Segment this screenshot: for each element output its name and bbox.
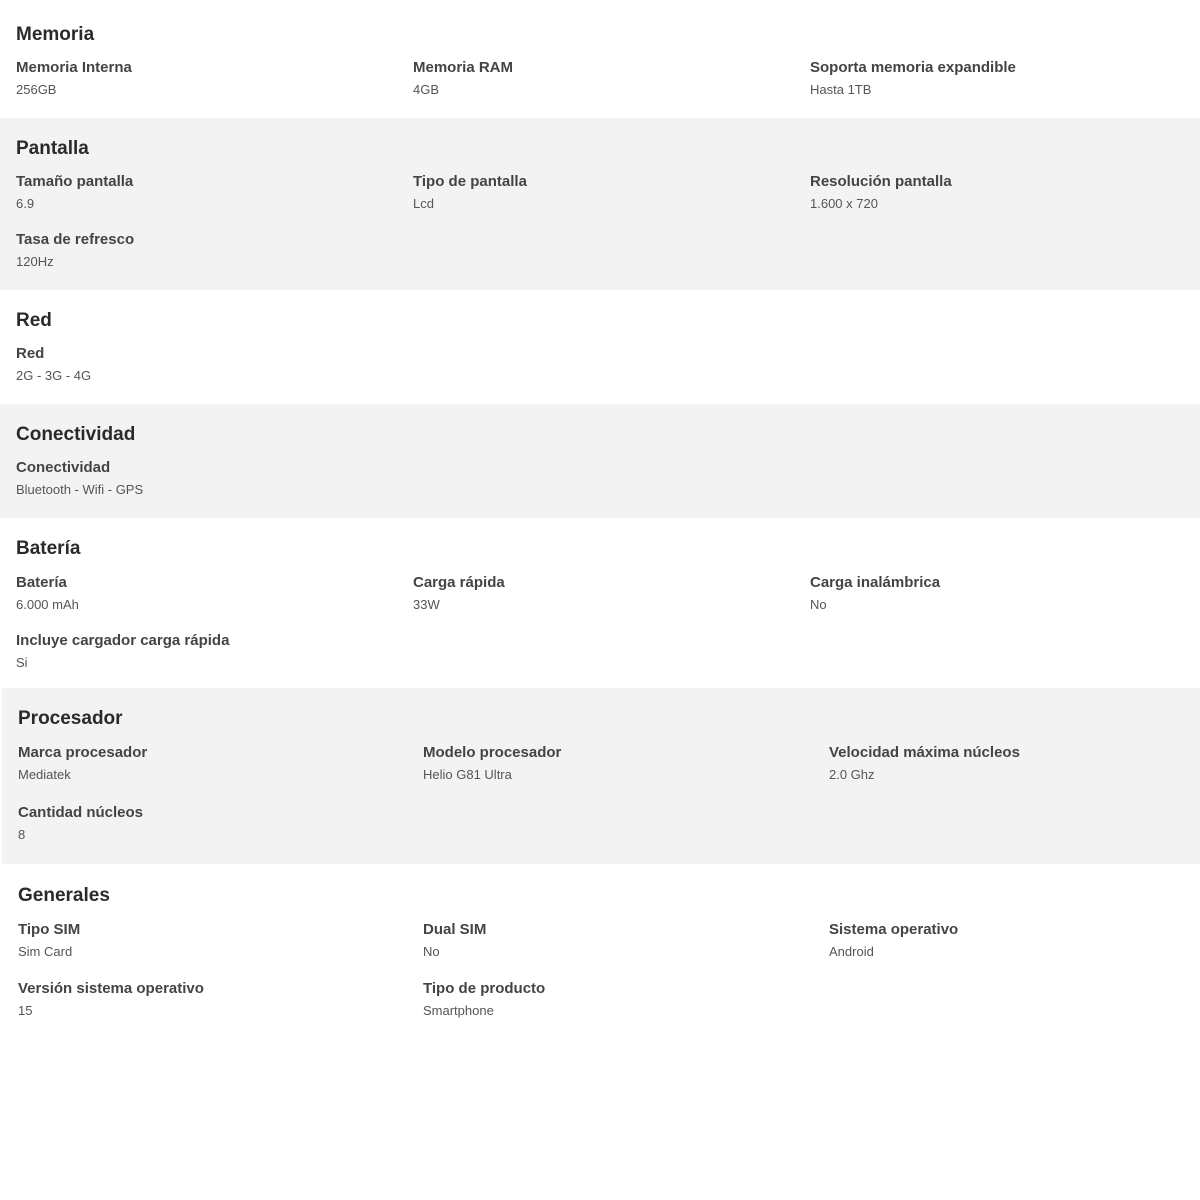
spec-marca-procesador — [18, 744, 147, 782]
spec-tipo-sim — [18, 921, 80, 959]
spec-value: 4GB — [413, 82, 440, 97]
section-title: Red — [16, 310, 52, 331]
spec-label: Sistema operativo — [829, 921, 959, 938]
spec-label: Tamaño pantalla — [16, 173, 134, 190]
spec-value: 6.000 mAh — [16, 597, 79, 612]
spec-label: Tipo SIM — [18, 921, 81, 938]
spec-value: Sim Card — [18, 944, 73, 959]
spec-label: Carga rápida — [413, 574, 505, 591]
section-generales — [2, 864, 1200, 1040]
spec-value: Android — [829, 944, 874, 959]
spec-resolucion-pantalla — [810, 173, 952, 211]
section-title: Batería — [16, 538, 81, 559]
spec-value: 256GB — [16, 82, 57, 97]
spec-label: Tasa de refresco — [16, 231, 135, 248]
spec-value: Helio G81 Ultra — [423, 767, 512, 782]
spec-value: No — [810, 597, 827, 612]
spec-value: 15 — [18, 1003, 33, 1018]
spec-value: 120Hz — [16, 254, 54, 269]
section-pantalla — [0, 118, 1200, 290]
spec-value: 6.9 — [16, 196, 35, 211]
spec-red — [16, 345, 91, 383]
spec-modelo-procesador — [423, 744, 561, 782]
section-title: Procesador — [18, 708, 123, 729]
spec-value: Hasta 1TB — [810, 82, 872, 97]
spec-label: Red — [16, 345, 45, 362]
spec-value: Bluetooth - Wifi - GPS — [16, 482, 144, 497]
spec-label: Modelo procesador — [423, 744, 562, 761]
spec-carga-inalambrica — [810, 574, 940, 612]
spec-memoria-interna — [16, 59, 132, 97]
section-title: Memoria — [16, 24, 95, 45]
spec-value: 2G - 3G - 4G — [16, 368, 92, 383]
spec-value: Si — [16, 655, 28, 670]
spec-label: Memoria Interna — [16, 59, 132, 76]
spec-version-sistema-operativo — [18, 980, 204, 1018]
spec-bateria — [16, 574, 79, 612]
spec-tasa-refresco — [16, 231, 134, 269]
spec-value: No — [423, 944, 440, 959]
spec-value: 33W — [413, 597, 440, 612]
spec-label: Versión sistema operativo — [18, 980, 204, 997]
spec-label: Incluye cargador carga rápida — [16, 632, 230, 649]
spec-label: Soporta memoria expandible — [810, 59, 1016, 76]
spec-label: Marca procesador — [18, 744, 148, 761]
spec-label: Memoria RAM — [413, 59, 514, 76]
section-title: Pantalla — [16, 138, 89, 159]
spec-label: Tipo de producto — [423, 980, 546, 997]
spec-tipo-pantalla — [413, 173, 527, 211]
spec-label: Cantidad núcleos — [18, 804, 144, 821]
spec-label: Dual SIM — [423, 921, 487, 938]
spec-tipo-producto — [423, 980, 545, 1018]
spec-label: Resolución pantalla — [810, 173, 952, 190]
spec-memoria-ram — [413, 59, 513, 97]
spec-value: Lcd — [413, 196, 434, 211]
spec-incluye-cargador — [16, 632, 229, 670]
spec-dual-sim — [423, 921, 486, 959]
spec-value: 1.600 x 720 — [810, 196, 878, 211]
section-title: Generales — [18, 885, 110, 906]
section-memoria — [0, 0, 1200, 118]
section-bateria — [0, 518, 1200, 688]
spec-label: Carga inalámbrica — [810, 574, 941, 591]
spec-value: Smartphone — [423, 1003, 494, 1018]
spec-carga-rapida — [413, 574, 505, 612]
spec-label: Batería — [16, 574, 67, 591]
section-conectividad — [0, 404, 1200, 518]
spec-value: 2.0 Ghz — [829, 767, 875, 782]
spec-conectividad — [16, 459, 143, 497]
spec-tamano-pantalla — [16, 173, 133, 211]
spec-value: 8 — [18, 827, 26, 842]
spec-memoria-expandible — [810, 59, 1016, 97]
section-red — [0, 290, 1200, 404]
spec-label: Velocidad máxima núcleos — [829, 744, 1020, 761]
spec-sistema-operativo — [829, 921, 958, 959]
section-title: Conectividad — [16, 424, 136, 445]
spec-velocidad-nucleos — [829, 744, 1020, 782]
spec-cantidad-nucleos — [18, 804, 143, 842]
section-procesador — [2, 688, 1200, 864]
spec-value: Mediatek — [18, 767, 71, 782]
spec-label: Tipo de pantalla — [413, 173, 527, 190]
spec-label: Conectividad — [16, 459, 111, 476]
